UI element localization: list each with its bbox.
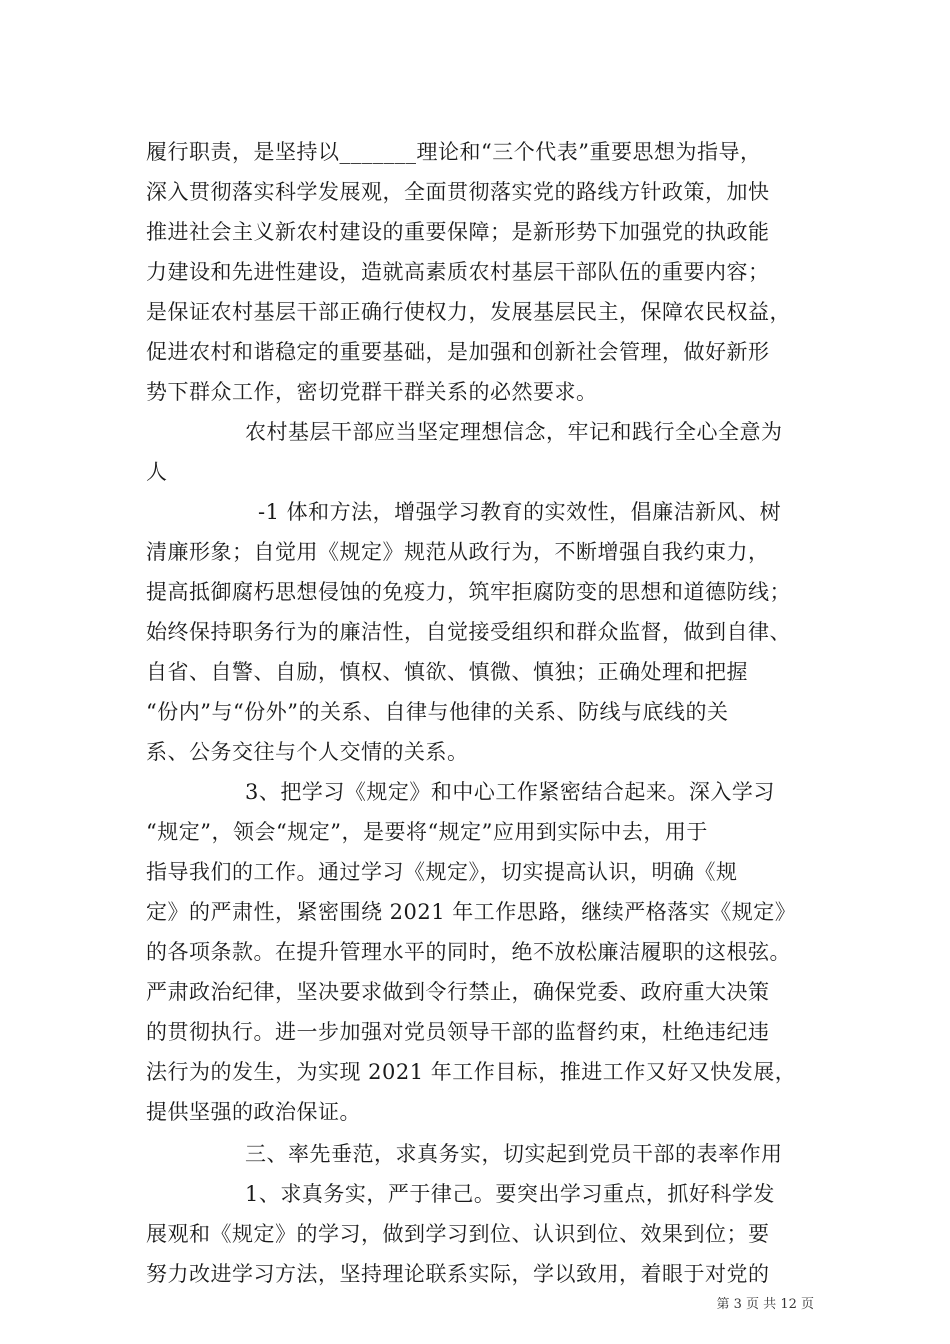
paragraph-start-line: 3、把学习《规定》和中心工作紧密结合起来。深入学习: [245, 780, 775, 804]
text-line: 力建设和先进性建设，造就高素质农村基层干部队伍的重要内容；: [146, 260, 770, 284]
section-heading: 三、率先垂范，求真务实，切实起到党员干部的表率作用: [245, 1142, 783, 1166]
text-line: 定》的严肃性，紧密围绕 2021 年工作思路，继续严格落实《规定》: [146, 900, 797, 924]
text-line: 清廉形象；自觉用《规定》规范从政行为，不断增强自我约束力，: [146, 540, 770, 564]
text-line: 促进农村和谐稳定的重要基础，是加强和创新社会管理，做好新形: [146, 340, 770, 364]
page-number-footer: 第 3 页 共 12 页: [716, 1297, 814, 1312]
text-line: 指导我们的工作。通过学习《规定》，切实提高认识，明确《规: [146, 860, 738, 884]
text-line: 履行职责，是坚持以_______理论和“三个代表”重要思想为指导，: [146, 140, 762, 164]
text-line: 推进社会主义新农村建设的重要保障；是新形势下加强党的执政能: [146, 220, 770, 244]
paragraph-start-line: 农村基层干部应当坚定理想信念，牢记和践行全心全意为: [245, 420, 783, 444]
text-line: 严肃政治纪律，坚决要求做到令行禁止，确保党委、政府重大决策: [146, 980, 770, 1004]
paragraph-start-line: -1 体和方法，增强学习教育的实效性，倡廉洁新风、树: [258, 500, 782, 524]
text-line: 提供坚强的政治保证。: [146, 1100, 361, 1124]
text-line: 势下群众工作，密切党群干群关系的必然要求。: [146, 380, 598, 404]
text-line: 自省、自警、自励，慎权、慎欲、慎微、慎独；正确处理和把握: [146, 660, 748, 684]
text-line: 是保证农村基层干部正确行使权力，发展基层民主，保障农民权益，: [146, 300, 791, 324]
text-line: 人: [146, 460, 168, 484]
text-line: 法行为的发生，为实现 2021 年工作目标，推进工作又好又快发展，: [146, 1060, 797, 1084]
text-line: 深入贯彻落实科学发展观，全面贯彻落实党的路线方针政策，加快: [146, 180, 770, 204]
text-line: 始终保持职务行为的廉洁性，自觉接受组织和群众监督，做到自律、: [146, 620, 791, 644]
text-line: 展观和《规定》的学习，做到学习到位、认识到位、效果到位；要: [146, 1222, 770, 1246]
paragraph-start-line: 1、求真务实，严于律己。要突出学习重点，抓好科学发: [245, 1182, 775, 1206]
text-line: “规定”，领会“规定”，是要将“规定”应用到实际中去，用于: [146, 820, 708, 844]
text-line: “份内”与“份外”的关系、自律与他律的关系、防线与底线的关: [146, 700, 729, 724]
text-line: 努力改进学习方法，坚持理论联系实际，学以致用，着眼于对党的: [146, 1262, 770, 1286]
text-line: 系、公务交往与个人交情的关系。: [146, 740, 469, 764]
text-line: 的各项条款。在提升管理水平的同时，绝不放松廉洁履职的这根弦。: [146, 940, 791, 964]
text-line: 的贯彻执行。进一步加强对党员领导干部的监督约束，杜绝违纪违: [146, 1020, 770, 1044]
text-line: 提高抵御腐朽思想侵蚀的免疫力，筑牢拒腐防变的思想和道德防线；: [146, 580, 791, 604]
